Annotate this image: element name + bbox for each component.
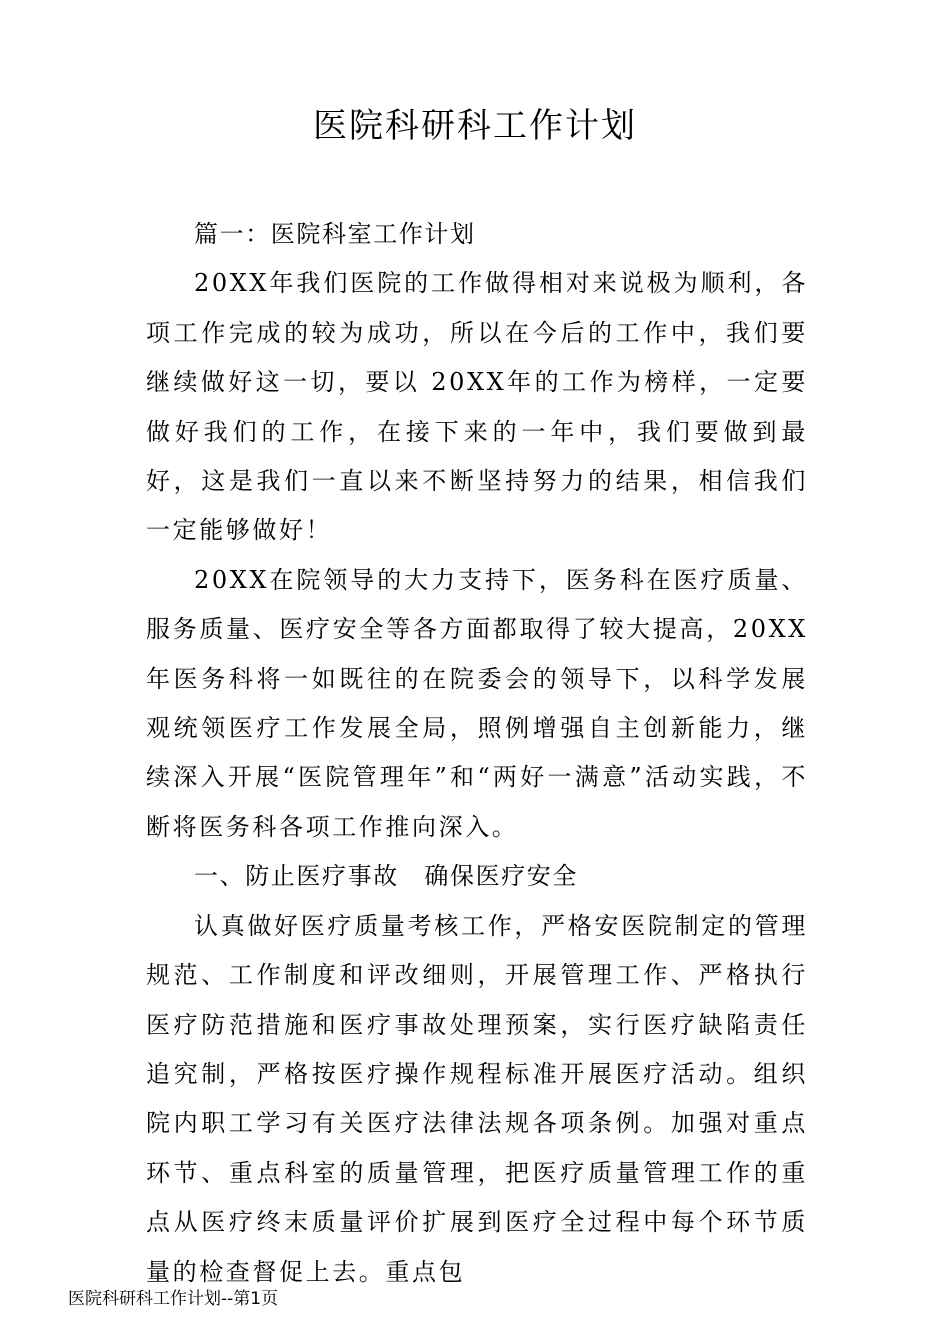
section-heading-safety: 一、防止医疗事故 确保医疗安全 <box>194 862 578 891</box>
paragraph-quality-assessment: 认真做好医疗质量考核工作，严格安医院制定的管理规范、工作制度和评改细则，开展管理工作、严格执行医疗防范措施和医疗事故处理预案，实行医疗缺陷责任追究制，严格按医疗操作规程标准开展医疗活动。组织院内职工学习有关医疗法律法规各项条例。加强对重点环节、重点科室的质量管理，把医疗质量管理工作的重点从医疗终末质量评价扩展到医疗全过程中每个环节质量的检查督促上去。重点包 <box>146 911 808 1286</box>
paragraph-medical-affairs: 20XX在院领导的大力支持下，医务科在医疗质量、服务质量、医疗安全等各方面都取得了较大提高，20XX年医务科将一如既往的在院委会的领导下，以科学发展观统领医疗工作发展全局，照例增强自主创新能力，继续深入开展“医院管理年”和“两好一满意”活动实践，不断将医务科各项工作推向深入。 <box>146 565 808 841</box>
document-body <box>146 210 808 1297</box>
section-heading-chapter-one: 篇一：医院科室工作计划 <box>194 220 476 248</box>
paragraph-intro: 20XX年我们医院的工作做得相对来说极为顺利，各项工作完成的较为成功，所以在今后的工作中，我们要继续做好这一切，要以 20XX年的工作为榜样，一定要做好我们的工作，在接下来的一年中，我们要做到最好，这是我们一直以来不断坚持努力的结果，相信我们一定能够做好！ <box>146 269 808 545</box>
document-title: 医院科研科工作计划 <box>313 106 637 146</box>
page-footer: 医院科研科工作计划--第1页 <box>68 1289 279 1309</box>
